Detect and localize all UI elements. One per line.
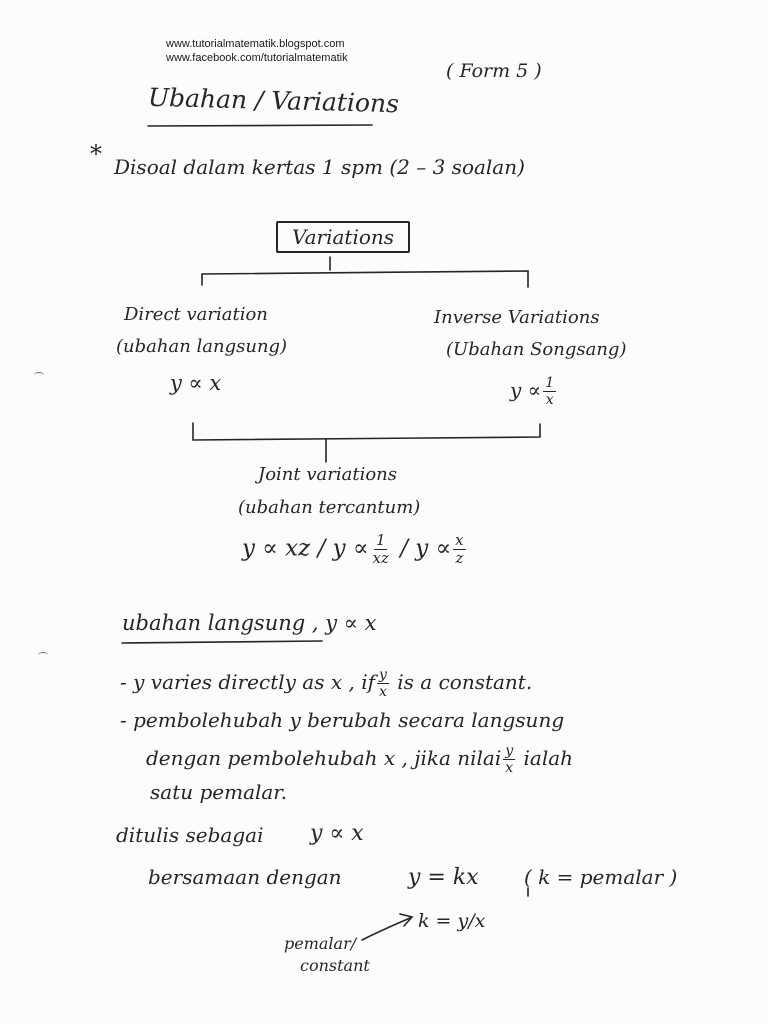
bullet-1-fraction-denominator: x: [379, 684, 387, 700]
inverse-fraction-denominator: x: [545, 392, 554, 408]
bullet-1-text-a: - y varies directly as x , if: [120, 670, 375, 694]
bullet-2-text-b: ialah: [523, 746, 574, 770]
bullet-1-text-b: is a constant.: [397, 670, 533, 694]
section-heading: ubahan langsung , y ∝ x: [122, 611, 377, 635]
bullet-2-fraction-denominator: x: [505, 760, 514, 776]
note-bullet: *: [90, 140, 102, 168]
equation-note: ( k = pemalar ): [524, 865, 678, 889]
constant-label-line-1: pemalar/: [284, 934, 357, 953]
direct-variation-formula: y ∝ x: [170, 371, 222, 395]
inverse-formula-prefix: y ∝: [510, 378, 542, 402]
website-url: www.tutorialmatematik.blogspot.com: [166, 38, 345, 50]
joint-formula-b-prefix: y ∝: [332, 535, 369, 562]
constant-arrow-line: [362, 918, 410, 940]
facebook-url: www.facebook.com/tutorialmatematik: [166, 52, 348, 64]
inverse-variation-label: Inverse Variations: [434, 307, 600, 328]
top-branch-line: [202, 271, 528, 287]
note-text: Disoal dalam kertas 1 spm (2 – 3 soalan): [114, 155, 525, 179]
written-as-label: ditulis sebagai: [116, 823, 264, 847]
bullet-2-fraction-numerator: y: [505, 743, 514, 759]
inverse-fraction-numerator: 1: [545, 375, 555, 391]
joint-formula-c-prefix: / y ∝: [400, 535, 452, 562]
joint-variation-label: Joint variations: [258, 464, 398, 485]
constant-label-line-2: constant: [300, 956, 370, 975]
page-title: Ubahan / Variations: [147, 82, 400, 119]
bullet-2-line-3: satu pemalar.: [150, 780, 288, 804]
joint-fraction-c-numerator: x: [455, 531, 464, 549]
bullet-2-line-1: - pembolehubah y berubah secara langsung: [120, 708, 565, 732]
joint-fraction-b-denominator: xz: [372, 549, 389, 567]
direct-variation-label: Direct variation: [124, 304, 268, 325]
title-underline: [148, 125, 372, 126]
k-formula: k = y/x: [418, 910, 486, 932]
bullet-2-text-a: dengan pembolehubah x , jika nilai: [146, 746, 502, 770]
joint-variation-malay: (ubahan tercantum): [238, 497, 421, 518]
inverse-variation-malay: (Ubahan Songsang): [446, 339, 627, 360]
joint-fraction-c-denominator: z: [455, 549, 464, 567]
bullet-1-fraction-numerator: y: [379, 667, 387, 683]
written-as-formula: y ∝ x: [310, 821, 364, 846]
form-label: ( Form 5 ): [446, 60, 542, 82]
direct-variation-malay: (ubahan langsung): [116, 336, 288, 357]
joint-formula-a: y ∝ xz /: [242, 535, 326, 562]
joint-fraction-b-numerator: 1: [375, 531, 386, 549]
section-heading-underline: [122, 641, 322, 643]
equation: y = kx: [408, 865, 479, 890]
variations-root-box: Variations: [276, 221, 410, 253]
bottom-bracket-line: [193, 423, 540, 440]
equation-label: bersamaan dengan: [148, 865, 342, 889]
